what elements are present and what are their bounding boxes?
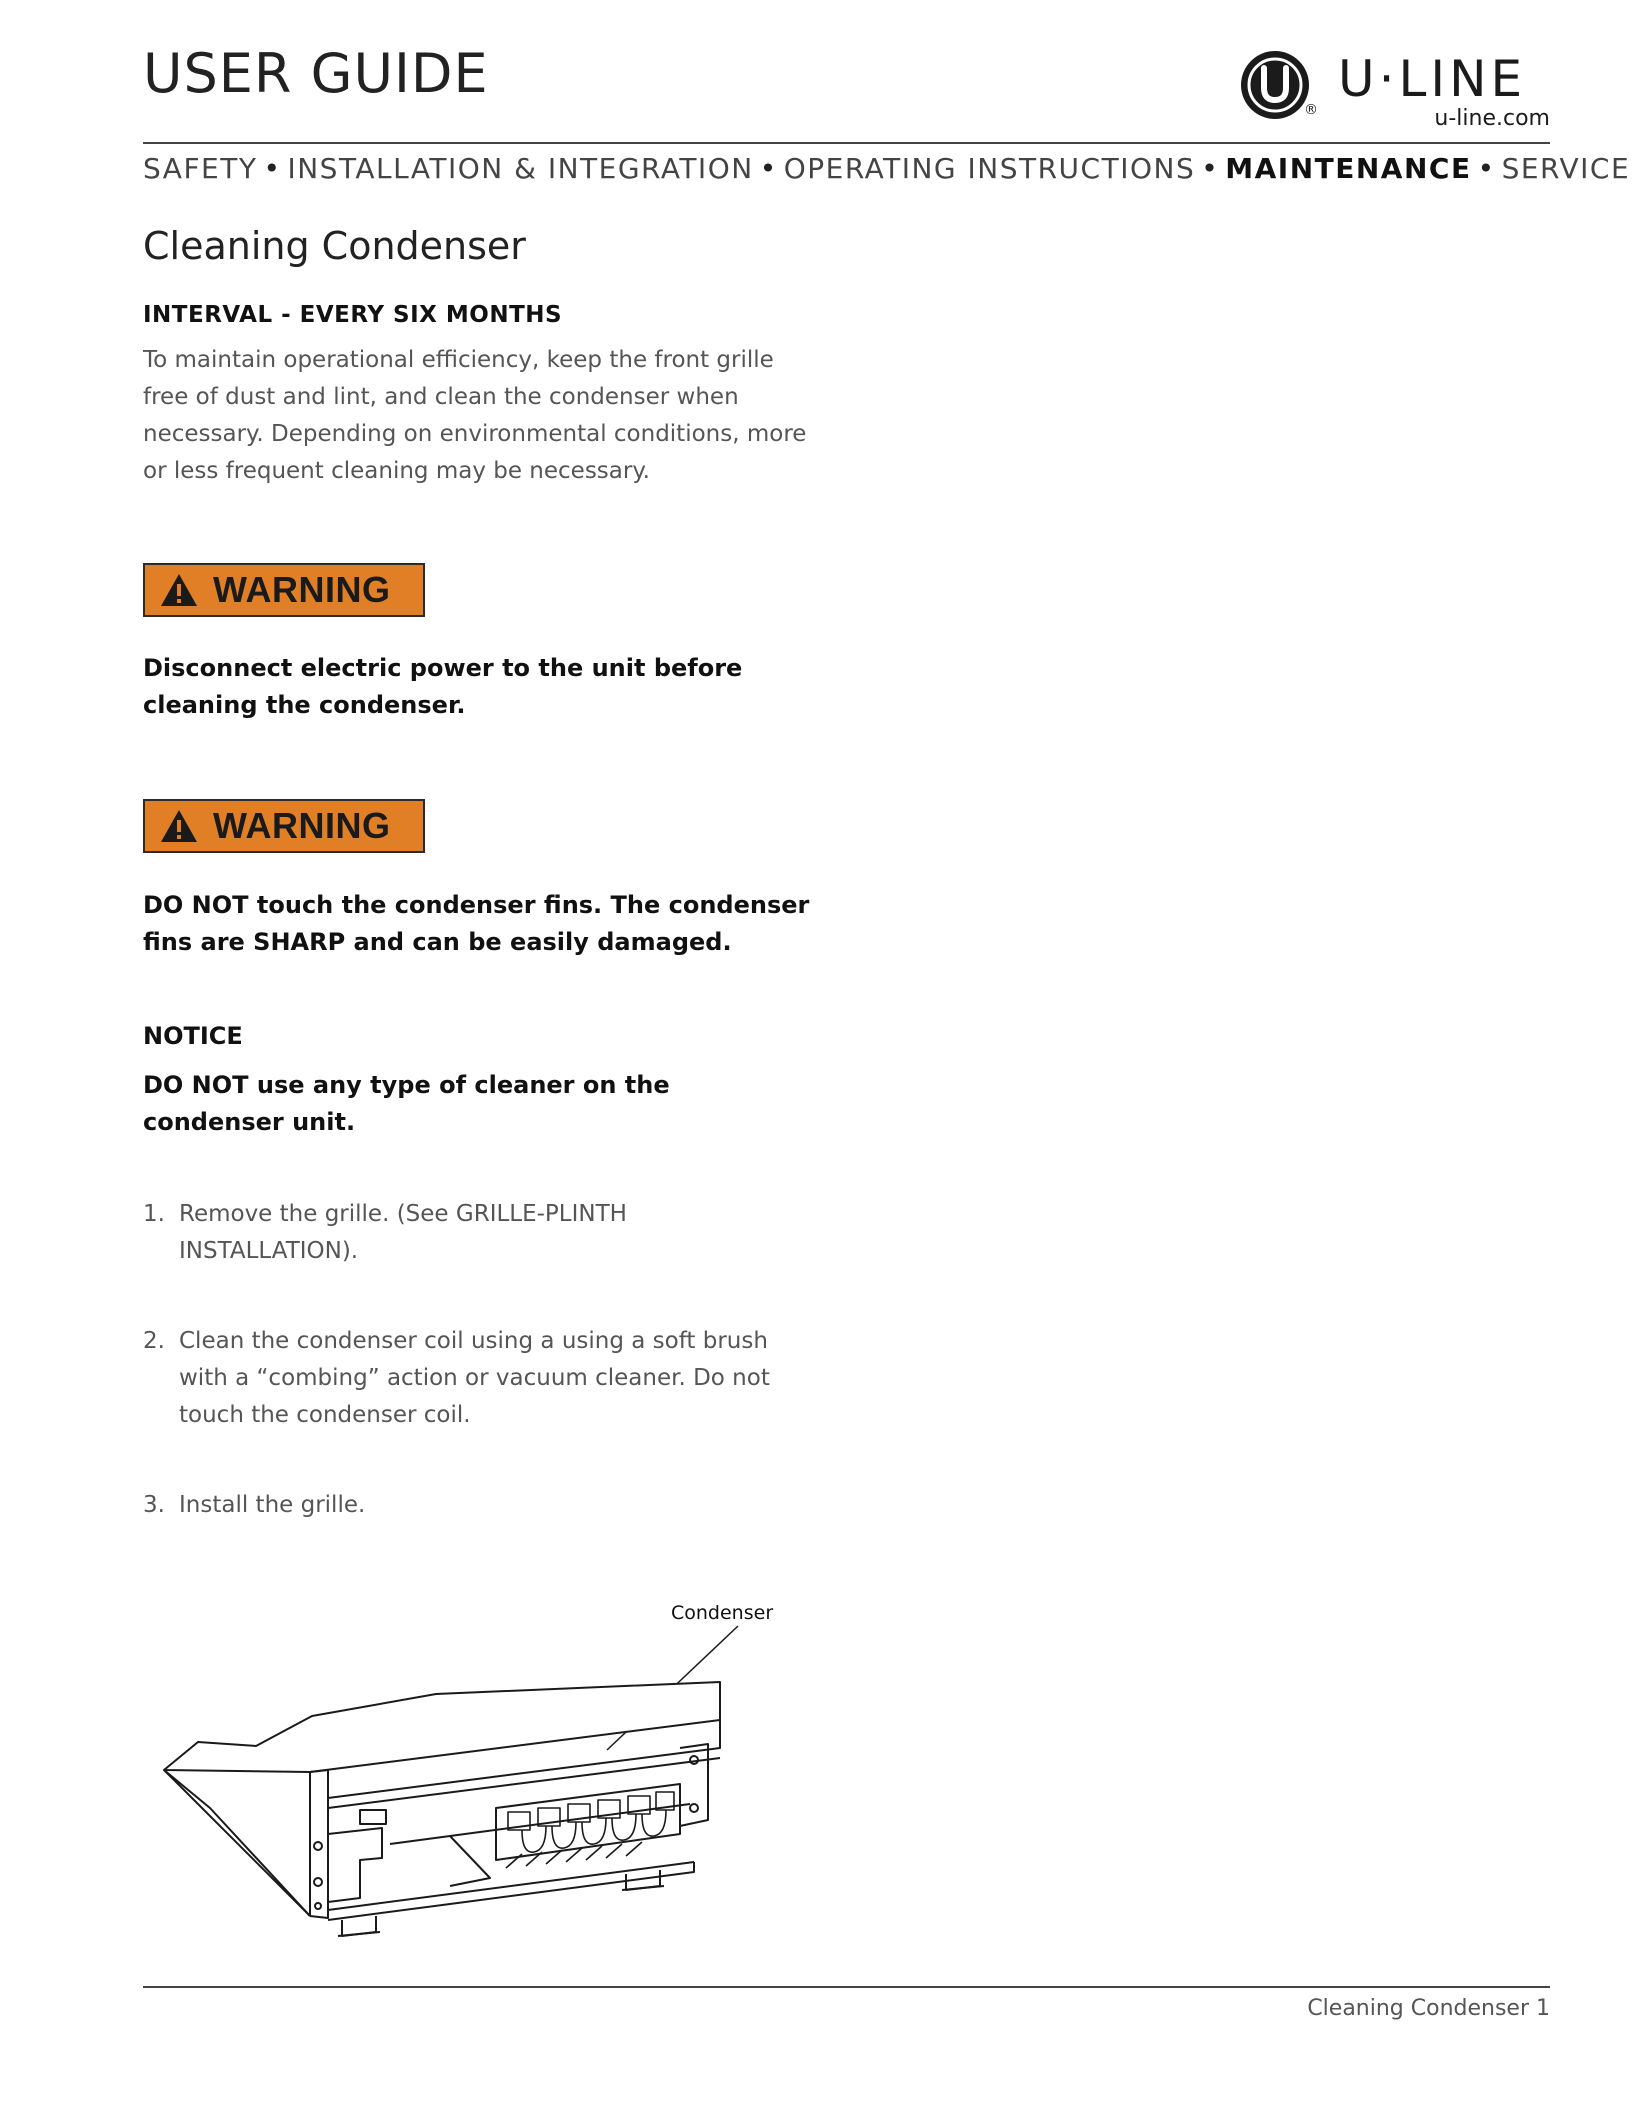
warning-label: WARNING bbox=[213, 805, 391, 846]
notice-line: condenser unit. bbox=[143, 1108, 356, 1136]
warning-text bbox=[143, 650, 823, 724]
warning-line: DO NOT touch the condenser fins. The condenser bbox=[143, 891, 810, 919]
warning-triangle-icon bbox=[159, 808, 199, 844]
step-number: 1. bbox=[143, 1201, 165, 1227]
nav-separator: • bbox=[263, 152, 282, 185]
logo-url: u-line.com bbox=[1434, 106, 1550, 131]
condenser-illustration bbox=[160, 1598, 780, 1938]
intro-line: necessary. Depending on environmental conditions, more bbox=[143, 421, 807, 447]
intro-line: To maintain operational efficiency, keep the front grille bbox=[143, 347, 774, 373]
step-number: 3. bbox=[143, 1492, 165, 1518]
warning-badge bbox=[143, 563, 425, 617]
nav-item-safety[interactable]: SAFETY bbox=[143, 152, 258, 185]
warning-badge bbox=[143, 799, 425, 853]
step-line: Clean the condenser coil using a using a soft brush bbox=[179, 1328, 768, 1354]
warning-triangle-icon bbox=[159, 572, 199, 608]
nav-item-operating[interactable]: OPERATING INSTRUCTIONS bbox=[783, 152, 1196, 185]
step-number: 2. bbox=[143, 1328, 165, 1354]
logo-wordmark: U·LINE bbox=[1338, 50, 1527, 108]
nav-separator: • bbox=[1477, 152, 1496, 185]
intro-line: free of dust and lint, and clean the condenser when bbox=[143, 384, 739, 410]
section-title: Cleaning Condenser bbox=[143, 224, 526, 268]
registered-mark: ® bbox=[1304, 102, 1318, 118]
interval-heading: INTERVAL - EVERY SIX MONTHS bbox=[143, 302, 563, 328]
notice-heading: NOTICE bbox=[143, 1022, 243, 1050]
warning-line: Disconnect electric power to the unit before bbox=[143, 654, 743, 682]
header-divider bbox=[143, 142, 1550, 144]
footer-divider bbox=[143, 1986, 1550, 1988]
notice-line: DO NOT use any type of cleaner on the bbox=[143, 1071, 670, 1099]
intro-paragraph bbox=[143, 342, 823, 490]
step-line: Install the grille. bbox=[179, 1492, 366, 1518]
notice-text bbox=[143, 1067, 823, 1141]
step-line: touch the condenser coil. bbox=[179, 1402, 471, 1428]
step-item bbox=[143, 1196, 823, 1270]
nav-item-installation[interactable]: INSTALLATION & INTEGRATION bbox=[287, 152, 754, 185]
warning-text bbox=[143, 887, 823, 961]
nav-item-service[interactable]: SERVICE bbox=[1501, 152, 1631, 185]
step-item bbox=[143, 1323, 823, 1434]
step-item bbox=[143, 1487, 823, 1524]
u-line-logo[interactable] bbox=[1238, 48, 1550, 132]
step-line: Remove the grille. (See GRILLE-PLINTH bbox=[179, 1201, 627, 1227]
step-text bbox=[179, 1323, 823, 1434]
intro-line: or less frequent cleaning may be necessary. bbox=[143, 458, 650, 484]
nav-item-maintenance[interactable]: MAINTENANCE bbox=[1225, 152, 1472, 185]
step-line: with a “combing” action or vacuum cleaner. Do not bbox=[179, 1365, 770, 1391]
u-line-mark-icon bbox=[1238, 48, 1312, 122]
nav-separator: • bbox=[759, 152, 778, 185]
warning-line: fins are SHARP and can be easily damaged. bbox=[143, 928, 732, 956]
step-line: INSTALLATION). bbox=[179, 1238, 359, 1264]
warning-line: cleaning the condenser. bbox=[143, 691, 466, 719]
step-text bbox=[179, 1196, 823, 1270]
page-title: USER GUIDE bbox=[143, 42, 489, 105]
section-breadcrumb bbox=[143, 152, 1631, 185]
page-footer: Cleaning Condenser 1 bbox=[1307, 1996, 1550, 2021]
step-text bbox=[179, 1487, 823, 1524]
warning-label: WARNING bbox=[213, 569, 391, 610]
condenser-callout-label: Condenser bbox=[671, 1602, 774, 1624]
nav-separator: • bbox=[1201, 152, 1220, 185]
